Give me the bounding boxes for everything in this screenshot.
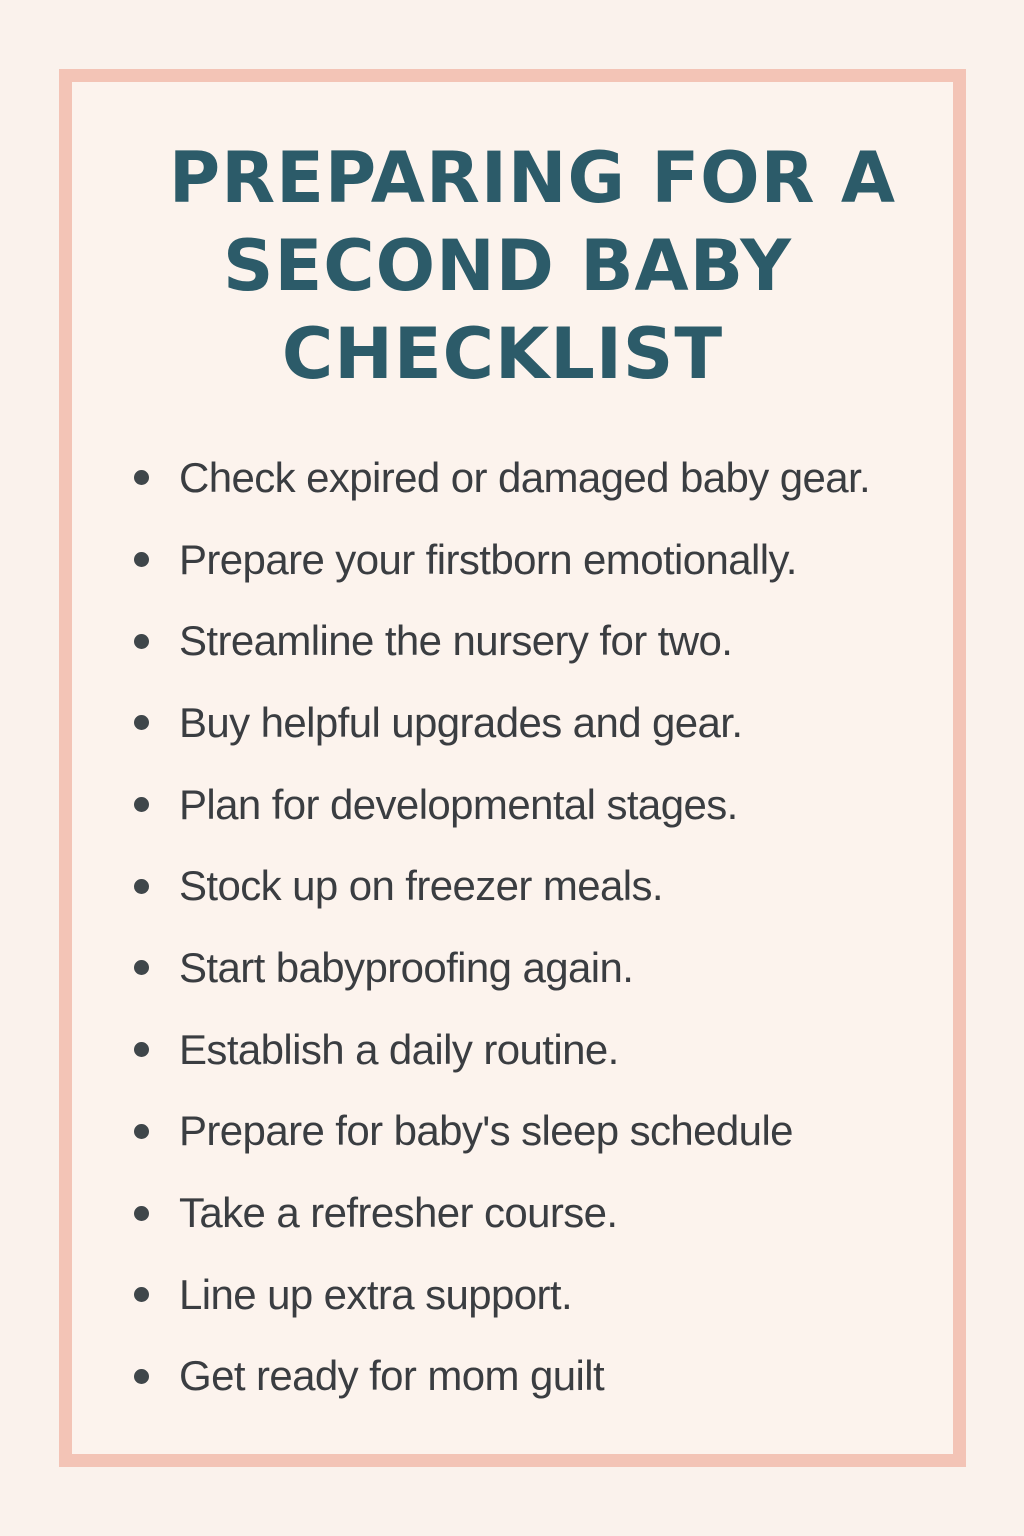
- bullet-dot-icon: [134, 715, 149, 730]
- bullet-dot-icon: [134, 1042, 149, 1057]
- list-item-text: Start babyproofing again.: [179, 943, 634, 991]
- list-item: [130, 682, 870, 764]
- bullet-dot-icon: [134, 552, 149, 567]
- list-item-text: Prepare your firstborn emotionally.: [179, 535, 797, 583]
- list-item-text: Streamline the nursery for two.: [179, 617, 733, 665]
- bullet-dot-icon: [134, 960, 149, 975]
- bullet-dot-icon: [134, 1369, 149, 1384]
- list-item: [130, 1091, 870, 1173]
- list-item-text: Prepare for baby's sleep schedule: [179, 1107, 793, 1155]
- title-line-3: CHECKLIST: [281, 313, 724, 395]
- bullet-dot-icon: [134, 1287, 149, 1302]
- list-item: [130, 1336, 870, 1418]
- list-item-text: Line up extra support.: [179, 1270, 573, 1318]
- bullet-dot-icon: [134, 1124, 149, 1139]
- list-item-text: Stock up on freezer meals.: [179, 862, 663, 910]
- list-item: [130, 927, 870, 1009]
- bullet-dot-icon: [134, 470, 149, 485]
- list-item: [130, 437, 870, 519]
- title-line-2: SECOND BABY: [223, 225, 792, 307]
- bullet-dot-icon: [134, 634, 149, 649]
- list-item-text: Get ready for mom guilt: [179, 1352, 605, 1400]
- list-item-text: Check expired or damaged baby gear.: [179, 453, 871, 501]
- list-item: [130, 764, 870, 846]
- list-item: [130, 1172, 870, 1254]
- list-item-text: Buy helpful upgrades and gear.: [179, 698, 743, 746]
- list-item-text: Establish a daily routine.: [179, 1025, 619, 1073]
- list-item: [130, 1254, 870, 1336]
- list-item-text: Take a refresher course.: [179, 1189, 618, 1237]
- list-item: [130, 519, 870, 601]
- bullet-dot-icon: [134, 797, 149, 812]
- checklist: [130, 437, 870, 1417]
- list-item-text: Plan for developmental stages.: [179, 780, 738, 828]
- page-title: [72, 134, 953, 398]
- checklist-card: [59, 69, 966, 1467]
- list-item: [130, 1009, 870, 1091]
- title-line-1: PREPARING FOR A: [168, 137, 897, 219]
- bullet-dot-icon: [134, 1206, 149, 1221]
- list-item: [130, 845, 870, 927]
- bullet-dot-icon: [134, 879, 149, 894]
- list-item: [130, 600, 870, 682]
